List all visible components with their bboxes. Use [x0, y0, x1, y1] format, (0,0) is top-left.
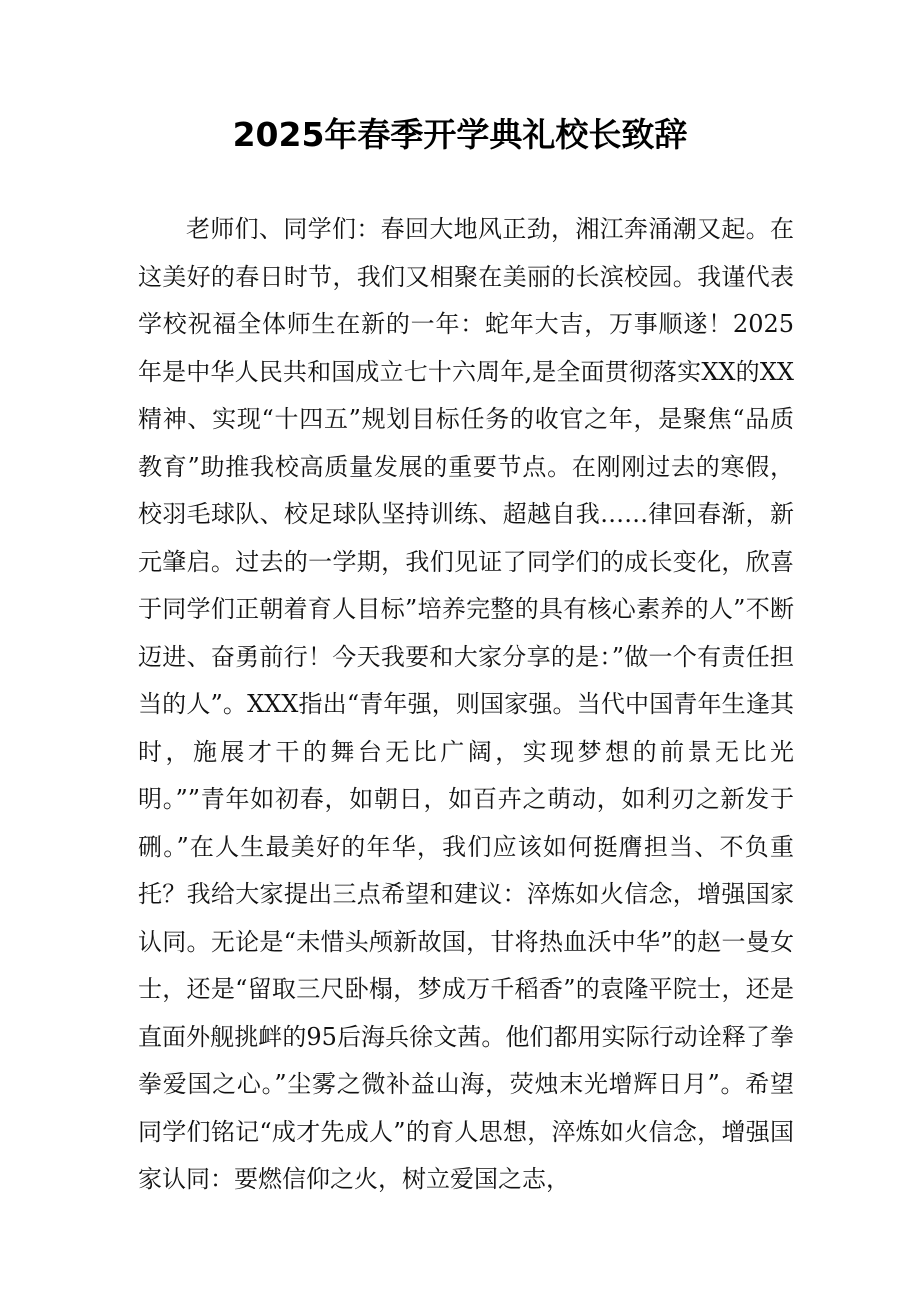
speech-paragraph: 老师们、同学们：春回大地风正劲，湘江奔涌潮又起。在这美好的春日时节，我们又相聚在美丽的长滨校园。我谨代表学校祝福全体师生在新的一年：蛇年大吉，万事顺遂！2025年是中华人民共和国成立七十六周年,是全面贯彻落实XX的XX精神、实现“十四五”规划目标任务的收官之年，是聚焦“品质教育”助推我校高质量发展的重要节点。在刚刚过去的寒假，校羽毛球队、校足球队坚持训练、超越自我……律回春渐，新元肇启。过去的一学期，我们见证了同学们的成长变化，欣喜于同学们正朝着育人目标”培养完整的具有核心素养的人”不断迈进、奋勇前行！今天我要和大家分享的是：”做一个有责任担当的人”。XXX指出“青年强，则国家强。当代中国青年生逢其时，施展才干的舞台无比广阔，实现梦想的前景无比光明。””青年如初春，如朝日，如百卉之萌动，如利刃之新发于硎。”在人生最美好的年华，我们应该如何挺膺担当、不负重托？我给大家提出三点希望和建议：淬炼如火信念，增强国家认同。无论是“未惜头颅新故国，甘将热血沃中华”的赵一曼女士，还是“留取三尺卧榻，梦成万千稻香”的袁隆平院士，还是直面外舰挑衅的95后海兵徐文茜。他们都用实际行动诠释了拳拳爱国之心。”尘雾之微补益山海，荧烛末光增辉日月”。希望同学们铭记“成才先成人”的育人思想，淬炼如火信念，增强国家认同：要燃信仰之火，树立爱国之志，: [138, 215, 794, 1193]
document-title: 2025年春季开学典礼校长致辞: [232, 115, 688, 154]
